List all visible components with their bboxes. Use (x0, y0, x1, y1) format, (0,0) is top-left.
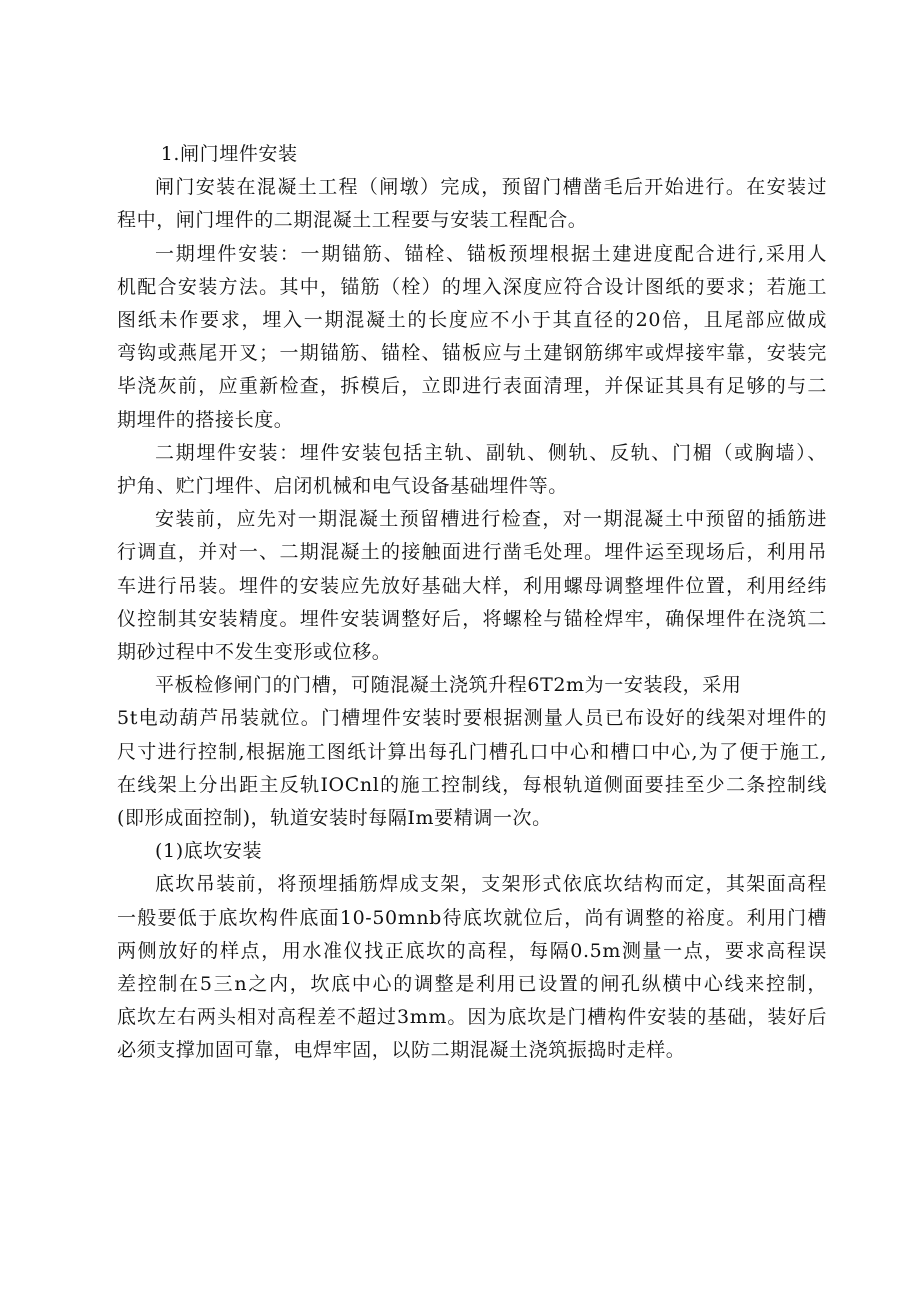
paragraph-phase-one (117, 238, 827, 437)
paragraph-gate-slot (117, 669, 827, 835)
text-line: (即形成面控制)，轨道安装时每隔Im要精调一次。 (117, 807, 552, 830)
text-line: 底坎吊装前，将预埋插筋焊成支架，支架形式依底坎结构而定，其架面高程 (155, 873, 827, 896)
text-line: 两侧放好的样点，用水准仪找正底坎的高程，每隔0.5m测量一点，要求高程误 (117, 939, 827, 962)
paragraph-sill (117, 868, 827, 1067)
text-line: 图纸未作要求，埋入一期混凝土的长度应不小于其直径的20倍，且尾部应做成 (117, 309, 827, 332)
text-line: 仪控制其安装精度。埋件安装调整好后，将螺栓与锚栓焊牢，确保埋件在浇筑二 (117, 607, 827, 630)
document-body (117, 138, 827, 1068)
text-line: 闸门安装在混凝土工程（闸墩）完成，预留门槽凿毛后开始进行。在安装过 (155, 176, 827, 199)
text-line: 平板检修闸门的门槽，可随混凝土浇筑升程6T2m为一安装段，采用 (155, 674, 742, 697)
paragraph-intro (117, 171, 827, 237)
paragraph-phase-two (117, 437, 827, 503)
text-line: 期埋件的搭接长度。 (117, 408, 294, 431)
paragraph-pre-install (117, 503, 827, 669)
text-line: 程中，闸门埋件的二期混凝土工程要与安装工程配合。 (117, 209, 588, 232)
text-line: 车进行吊装。埋件的安装应先放好基础大样，利用螺母调整埋件位置，利用经纬 (117, 574, 827, 597)
text-line: 机配合安装方法。其中，锚筋（栓）的埋入深度应符合设计图纸的要求；若施工 (117, 275, 827, 298)
text-line: 5t电动葫芦吊装就位。门槽埋件安装时要根据测量人员已布设好的线架对埋件的 (117, 707, 827, 730)
text-line: 二期埋件安装：埋件安装包括主轨、副轨、侧轨、反轨、门楣（或胸墙）、 (155, 441, 827, 464)
text-line: 行调直，并对一、二期混凝土的接触面进行凿毛处理。埋件运至现场后，利用吊 (117, 541, 827, 564)
text-line: 底坎左右两头相对高程差不超过3mm。因为底坎是门槽构件安装的基础，装好后 (117, 1006, 827, 1029)
text-line: 护角、贮门埋件、启闭机械和电气设备基础埋件等。 (117, 475, 568, 498)
text-line: 期砂过程中不发生变形或位移。 (117, 641, 392, 664)
text-line: 安装前，应先对一期混凝土预留槽进行检查，对一期混凝土中预留的插筋进 (155, 508, 827, 531)
text-line: 差控制在5三n之内，坎底中心的调整是利用已设置的闸孔纵横中心线来控制， (117, 973, 827, 996)
text-line: 尺寸进行控制,根据施工图纸计算出每孔门槽孔口中心和槽口中心,为了便于施工, (117, 740, 827, 763)
text-line: 必须支撑加固可靠，电焊牢固，以防二期混凝土浇筑振捣时走样。 (117, 1039, 686, 1062)
section-title: 1.闸门埋件安装 (160, 143, 298, 165)
text-line: 一期埋件安装：一期锚筋、锚栓、锚板预埋根据土建进度配合进行,采用人 (155, 242, 827, 265)
subsection-title: (1)底坎安装 (155, 840, 263, 863)
text-line: 毕浇灰前，应重新检查，拆模后，立即进行表面清理，并保证其具有足够的与二 (117, 375, 827, 398)
text-line: 弯钩或燕尾开叉；一期锚筋、锚栓、锚板应与土建钢筋绑牢或焊接牢靠，安装完 (117, 342, 827, 365)
text-line: 在线架上分出距主反轨IOCnl的施工控制线，每根轨道侧面要挂至少二条控制线 (117, 773, 827, 796)
text-line: 一般要低于底坎构件底面10-50mnb待底坎就位后，尚有调整的裕度。利用门槽 (117, 906, 827, 929)
